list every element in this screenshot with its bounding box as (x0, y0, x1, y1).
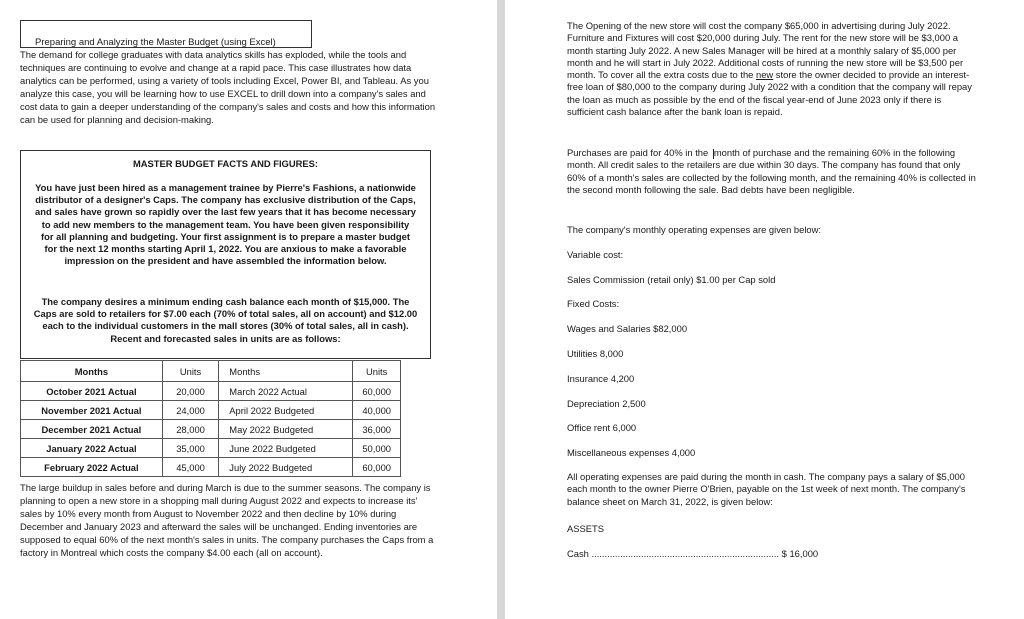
table-row (21, 382, 401, 401)
month-cell: May 2022 Budgeted (219, 420, 353, 439)
month-cell: July 2022 Budgeted (219, 458, 353, 477)
sales-buildup-paragraph: The large buildup in sales before and during March is due to the summer seasons. The company is planning to open a new store in a shopping mall during August 2022 and expects to increase its' sales by 10% every month from August to November 2022 and then decline by 10% during December and January 2023 and afterward the sales will be unchanged. Ending inventories are supposed to equal 60% of the next month's sales in units. The company purchases the Caps from a factory in Montreal which costs the company $4.00 each (all on account). (20, 482, 434, 558)
units-cell: 24,000 (162, 401, 219, 420)
month-cell: December 2021 Actual (21, 420, 163, 439)
case-title: Preparing and Analyzing the Master Budget (using Excel) (35, 37, 276, 48)
master-budget-facts-box (20, 150, 431, 359)
table-row (21, 401, 401, 420)
wages-line: Wages and Salaries $82,000 (567, 323, 688, 334)
purchases-text: Purchases are paid for 40% in the (567, 147, 711, 158)
cash-line (567, 548, 818, 559)
units-cell: 60,000 (353, 382, 401, 401)
units-cell: 45,000 (162, 458, 219, 477)
month-cell: February 2022 Actual (21, 458, 163, 477)
cash-label: Cash ........................................................................ (567, 548, 780, 559)
month-cell: January 2022 Actual (21, 439, 163, 458)
page-gutter (497, 0, 505, 619)
new-link-word: new (756, 69, 774, 81)
depreciation-line: Depreciation 2,500 (567, 398, 646, 409)
new-store-text-end: store the owner decided to provide an interest-free loan of $80,000 to the company during July 2022 with a condition that the company will repay the loan as much as possible by the end of the fiscal year-end of June 2023 only if there is sufficient cash balance after the bank loan is repaid. (567, 69, 972, 118)
table-row (21, 458, 401, 477)
purchases-text-rest: month of purchase and the remaining 60% in the following month. All credit sales to the retailers are due within 30 days. The company has found that only 60% of a month's sales are collected by the following month, and the remaining 40% is collected in the second month following the sale. Bad debts have been negligible. (567, 147, 976, 195)
units-cell: 20,000 (162, 382, 219, 401)
left-page (0, 0, 497, 619)
units-cell: 60,000 (353, 458, 401, 477)
table-header-row (21, 361, 401, 382)
operating-expenses-intro: The company's monthly operating expenses are given below: (567, 224, 822, 235)
case-title-box (20, 20, 312, 48)
right-page (505, 0, 1024, 619)
header-units-2: Units (353, 361, 401, 382)
insurance-line: Insurance 4,200 (567, 373, 635, 384)
header-months-2: Months (219, 361, 353, 382)
facts-heading: MASTER BUDGET FACTS AND FIGURES: (132, 158, 319, 169)
assets-heading: ASSETS (567, 523, 604, 534)
units-cell: 28,000 (162, 420, 219, 439)
month-cell: November 2021 Actual (21, 401, 163, 420)
units-cell: 40,000 (353, 401, 401, 420)
units-cell: 50,000 (353, 439, 401, 458)
new-store-text-start: The Opening of the new store will cost the company $65,000 in advertising during July 2022. Furniture and Fixtures will cost $20,000 during July. The rent for the new store will be $3,000 a month starting July 2022. A new Sales Manager will be hired at a monthly salary of $5,000 per month and he will start in July 2022. Additional costs of running the new store will be $3,500 per month. To cover all the extra costs due to the (567, 20, 964, 81)
purchases-paragraph (567, 147, 977, 196)
miscellaneous-line: Miscellaneous expenses 4,000 (567, 447, 696, 458)
month-cell: March 2022 Actual (219, 382, 353, 401)
units-cell: 35,000 (162, 439, 219, 458)
header-months-1: Months (21, 361, 163, 382)
facts-paragraph-2: The company desires a minimum ending cash balance each month of $15,000. The Caps are sold to retailers for $7.00 each (70% of total sales, all on account) and $12.00 each to the individual customers in the mall stores (30% of total sales, all in cash). Recent and forecasted sales in units are as follows: (33, 296, 418, 344)
units-cell: 36,000 (353, 420, 401, 439)
facts-paragraph-1: You have just been hired as a management trainee by Pierre's Fashions, a nationwide distributor of a designer's Caps. The company has exclusive distribution of the Caps, and sales have grown so rapidly over the last few years that it has become necessary to add new members to the management team. You have been given responsibility for all planning and budgeting. Your first assignment is to prepare a master budget for the next 12 months starting April 1, 2022. You are anxious to make a favorable impression on the president and have assembled the information below. (35, 182, 416, 267)
office-rent-line: Office rent 6,000 (567, 422, 637, 433)
cash-value: $ 16,000 (781, 548, 819, 559)
utilities-line: Utilities 8,000 (567, 348, 624, 359)
variable-cost-label: Variable cost: (567, 249, 624, 260)
sales-commission-line: Sales Commission (retail only) $1.00 per Cap sold (567, 274, 776, 285)
header-units-1: Units (162, 361, 219, 382)
month-cell: October 2021 Actual (21, 382, 163, 401)
intro-paragraph: The demand for college graduates with data analytics skills has exploded, while the tools and techniques are continuing to evolve and change at a rapid pace. This case illustrates how data analytics can be performed, using a variety of tools including Excel, Power BI, and Tableau. As you analyze this case, you will be learning how to use EXCEL to drill down into a company's sales and cost data to gain a deeper understanding of the company's sales and costs and how this information can be used for planning and decision-making. (20, 49, 436, 125)
table-row (21, 439, 401, 458)
month-cell: April 2022 Budgeted (219, 401, 353, 420)
sales-units-table (20, 360, 401, 477)
balance-sheet-intro-paragraph: All operating expenses are paid during the month in cash. The company pays a salary of $5,000 each month to the owner Pierre O'Brien, payable on the 1st week of next month. The company's balance sheet on March 31, 2022, is given below: (567, 471, 966, 507)
month-cell: June 2022 Budgeted (219, 439, 353, 458)
fixed-costs-label: Fixed Costs: (567, 298, 620, 309)
table-row (21, 420, 401, 439)
new-store-paragraph (567, 20, 977, 118)
